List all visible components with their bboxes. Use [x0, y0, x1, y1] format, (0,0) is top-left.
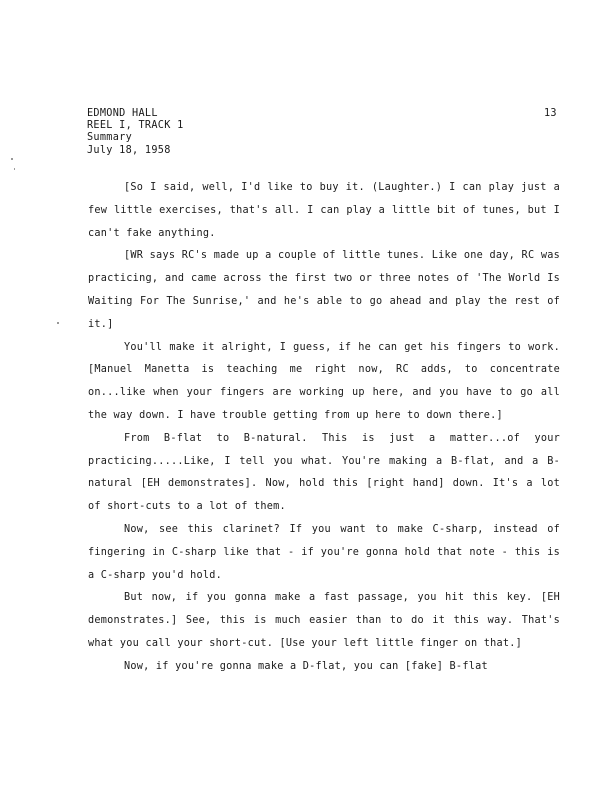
header-name: EDMOND HALL	[87, 108, 158, 119]
paragraph: Now, see this clarinet? If you want to make C-sharp, instead of fingering in C-sharp like that - if you're gonna hold that note - this is a C-sharp you'd hold.	[88, 523, 560, 581]
scan-speck	[11, 158, 13, 160]
header-date: July 18, 1958	[87, 144, 171, 156]
header-reel: REEL I, TRACK 1	[87, 120, 184, 132]
page-number: 13	[544, 108, 557, 119]
paragraph: Now, if you're gonna make a D-flat, you can [fake] B-flat	[124, 660, 488, 672]
scan-speck	[57, 322, 59, 324]
paragraph: From B-flat to B-natural. This is just a matter...of your practicing.....Like, I tell you what. You're making a B-flat, and a B-natural [EH demonstrates]. Now, hold this [right hand] down. It's a lot of short-cuts to a lot of them.	[88, 432, 560, 513]
paragraph: [So I said, well, I'd like to buy it. (Laughter.) I can play just a few little exercises, that's all. I can play a little bit of tunes, but I can't fake anything.	[88, 182, 560, 239]
paragraph: [WR says RC's made up a couple of little tunes. Like one day, RC was practicing, and came across the first two or three notes of 'The World Is Waiting For The Sunrise,' and he's able to go ahead and play the rest of it.]	[88, 250, 560, 330]
transcript-body	[88, 177, 560, 679]
scan-speck	[14, 168, 15, 170]
document-header	[87, 108, 184, 157]
paragraph: But now, if you gonna make a fast passage, you hit this key. [EH demonstrates.] See, this is much easier than to do it this way. That's what you call your short-cut. [Use your left little finger on that.]	[88, 592, 560, 649]
paragraph: You'll make it alright, I guess, if he can get his fingers to work. [Manuel Manetta is teaching me right now, RC adds, to concentrate on...like when your fingers are working up here, and you have to go all the way down. I have trouble getting from up here to down there.]	[88, 341, 560, 421]
header-type: Summary	[87, 132, 133, 144]
